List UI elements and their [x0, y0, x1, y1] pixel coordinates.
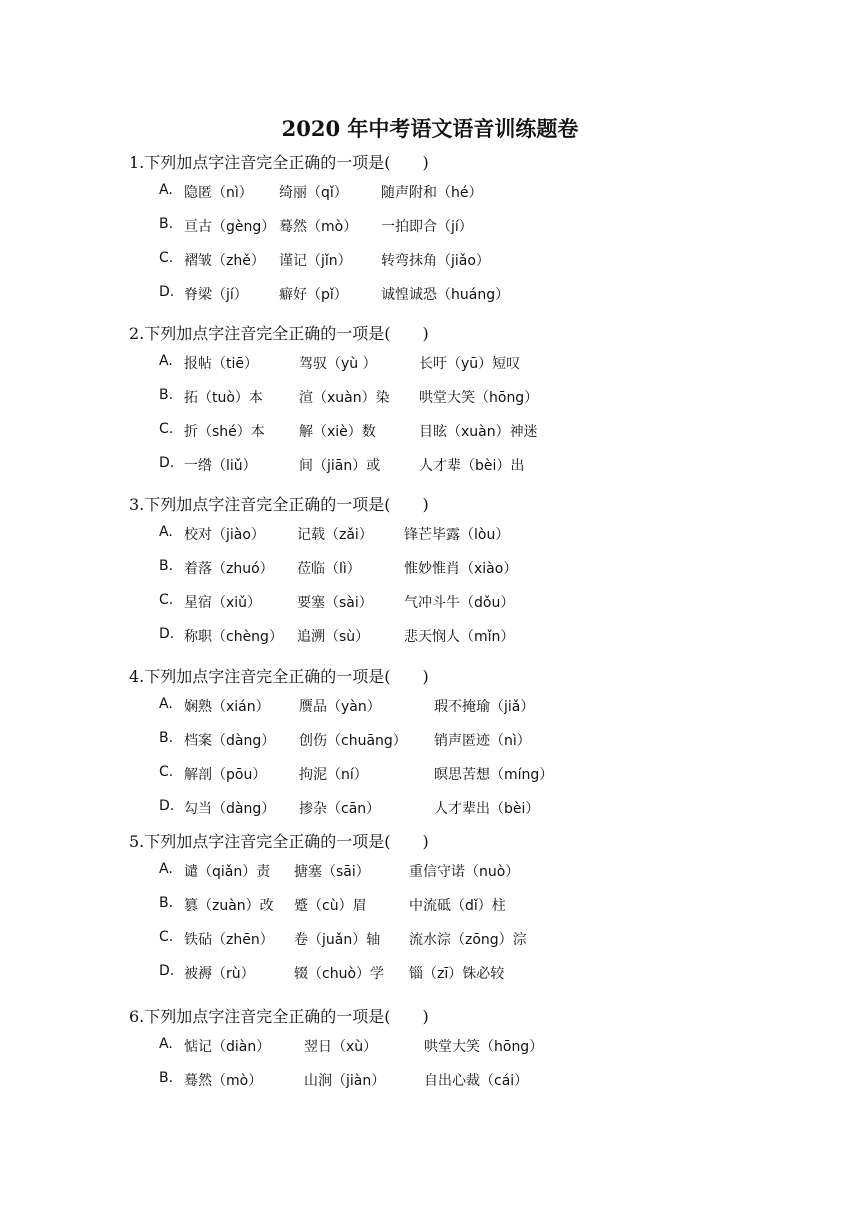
option-letter: D. — [159, 798, 175, 814]
option-item: 娴熟（xián） — [184, 699, 270, 715]
option-letter: D. — [159, 626, 175, 642]
option-item: 长吁（yū）短叹 — [419, 356, 521, 372]
question-1 — [129, 152, 789, 312]
option-letter: D. — [159, 963, 175, 979]
option-item: 悲天悯人（mǐn） — [404, 629, 515, 645]
option-item: 辍（chuò）学 — [294, 966, 385, 982]
option-a — [129, 347, 789, 381]
option-b — [129, 381, 789, 415]
option-item: 莅临（lì） — [297, 561, 361, 577]
option-item: 蹙（cù）眉 — [294, 898, 367, 914]
option-item: 拘泥（ní） — [299, 767, 368, 783]
option-item: 中流砥（dǐ）柱 — [409, 898, 506, 914]
option-item: 转弯抹角（jiǎo） — [381, 253, 490, 269]
option-item: 卷（juǎn）轴 — [294, 932, 381, 948]
question-stem: 1.下列加点字注音完全正确的一项是( ) — [129, 153, 429, 172]
option-c — [129, 758, 789, 792]
option-a — [129, 855, 789, 889]
option-item: 暝思苦想（míng） — [434, 767, 554, 783]
option-letter: A. — [159, 182, 173, 198]
option-item: 流水淙（zōng）淙 — [409, 932, 527, 948]
option-c — [129, 586, 789, 620]
option-item: 解（xiè）数 — [299, 424, 376, 440]
question-stem: 3.下列加点字注音完全正确的一项是( ) — [129, 495, 429, 514]
option-item: 蓦然（mò） — [279, 219, 358, 235]
option-b — [129, 210, 789, 244]
question-stem: 4.下列加点字注音完全正确的一项是( ) — [129, 667, 429, 686]
option-item: 山涧（jiàn） — [304, 1073, 386, 1089]
option-item: 蓦然（mò） — [184, 1073, 263, 1089]
option-b — [129, 889, 789, 923]
option-item: 随声附和（hé） — [381, 185, 483, 201]
option-item: 谨记（jǐn） — [279, 253, 352, 269]
option-item: 人才辈出（bèi） — [434, 801, 540, 817]
question-stem: 6.下列加点字注音完全正确的一项是( ) — [129, 1007, 429, 1026]
option-d — [129, 792, 789, 826]
option-item: 癖好（pǐ） — [279, 287, 348, 303]
option-item: 亘古（gèng） — [184, 219, 276, 235]
option-a — [129, 518, 789, 552]
option-letter: B. — [159, 558, 174, 574]
option-item: 渲（xuàn）染 — [299, 390, 390, 406]
option-b — [129, 552, 789, 586]
option-item: 创伤（chuāng） — [299, 733, 407, 749]
option-letter: B. — [159, 387, 174, 403]
option-item: 绮丽（qǐ） — [279, 185, 348, 201]
option-item: 被褥（rù） — [184, 966, 255, 982]
option-d — [129, 620, 789, 654]
option-letter: A. — [159, 353, 173, 369]
option-item: 拓（tuò）本 — [184, 390, 263, 406]
option-letter: D. — [159, 455, 175, 471]
option-d — [129, 449, 789, 483]
option-item: 气冲斗牛（dǒu） — [404, 595, 515, 611]
option-item: 锋芒毕露（lòu） — [404, 527, 510, 543]
option-letter: C. — [159, 764, 174, 780]
option-d — [129, 957, 789, 991]
option-letter: A. — [159, 1036, 173, 1052]
option-item: 赝品（yàn） — [299, 699, 381, 715]
option-item: 报帖（tiē） — [184, 356, 258, 372]
question-4 — [129, 666, 789, 826]
option-letter: A. — [159, 696, 173, 712]
option-item: 间（jiān）或 — [299, 458, 381, 474]
page-title: 2020 年中考语文语音训练题卷 — [281, 116, 579, 141]
option-item: 脊梁（jí） — [184, 287, 248, 303]
option-item: 追溯（sù） — [297, 629, 370, 645]
option-item: 铁砧（zhēn） — [184, 932, 274, 948]
option-item: 隐匿（nì） — [184, 185, 253, 201]
option-item: 惦记（diàn） — [184, 1039, 271, 1055]
option-b — [129, 1064, 789, 1098]
option-item: 记载（zǎi） — [297, 527, 373, 543]
question-5 — [129, 831, 789, 991]
option-item: 驾驭（yù ） — [299, 356, 377, 372]
question-stem: 5.下列加点字注音完全正确的一项是( ) — [129, 832, 429, 851]
option-item: 解剖（pōu） — [184, 767, 267, 783]
option-item: 掺杂（cān） — [299, 801, 381, 817]
option-item: 搪塞（sāi） — [294, 864, 370, 880]
option-item: 翌日（xù） — [304, 1039, 378, 1055]
option-item: 称职（chèng） — [184, 629, 283, 645]
option-a — [129, 690, 789, 724]
option-letter: D. — [159, 284, 175, 300]
question-6 — [129, 1006, 789, 1098]
option-item: 惟妙惟肖（xiào） — [404, 561, 518, 577]
option-item: 哄堂大笑（hōng） — [424, 1039, 544, 1055]
option-item: 诚惶诚恐（huáng） — [381, 287, 510, 303]
option-letter: B. — [159, 895, 174, 911]
option-item: 一拍即合（jí） — [381, 219, 473, 235]
option-letter: A. — [159, 524, 173, 540]
option-item: 重信守诺（nuò） — [409, 864, 520, 880]
question-stem: 2.下列加点字注音完全正确的一项是( ) — [129, 324, 429, 343]
option-letter: C. — [159, 250, 174, 266]
option-item: 销声匿迹（nì） — [434, 733, 531, 749]
option-letter: C. — [159, 421, 174, 437]
option-c — [129, 415, 789, 449]
option-letter: C. — [159, 592, 174, 608]
option-item: 星宿（xiǔ） — [184, 595, 262, 611]
option-c — [129, 923, 789, 957]
option-c — [129, 244, 789, 278]
option-item: 校对（jiào） — [184, 527, 265, 543]
option-letter: A. — [159, 861, 173, 877]
option-item: 篡（zuàn）改 — [184, 898, 274, 914]
option-item: 要塞（sài） — [297, 595, 373, 611]
option-d — [129, 278, 789, 312]
option-item: 着落（zhuó） — [184, 561, 274, 577]
option-letter: B. — [159, 216, 174, 232]
option-letter: B. — [159, 1070, 174, 1086]
option-item: 谴（qiǎn）责 — [184, 864, 271, 880]
option-item: 档案（dàng） — [184, 733, 276, 749]
option-item: 锱（zī）铢必较 — [409, 966, 505, 982]
question-2 — [129, 323, 789, 483]
option-b — [129, 724, 789, 758]
option-item: 勾当（dàng） — [184, 801, 276, 817]
option-a — [129, 1030, 789, 1064]
option-item: 人才辈（bèi）出 — [419, 458, 525, 474]
option-item: 目眩（xuàn）神迷 — [419, 424, 538, 440]
option-item: 折（shé）本 — [184, 424, 265, 440]
option-item: 一绺（liǔ） — [184, 458, 257, 474]
question-3 — [129, 494, 789, 654]
option-letter: B. — [159, 730, 174, 746]
option-item: 褶皱（zhě） — [184, 253, 265, 269]
option-item: 瑕不掩瑜（jiǎ） — [434, 699, 535, 715]
option-item: 自出心裁（cái） — [424, 1073, 529, 1089]
option-a — [129, 176, 789, 210]
option-item: 哄堂大笑（hōng） — [419, 390, 539, 406]
option-letter: C. — [159, 929, 174, 945]
